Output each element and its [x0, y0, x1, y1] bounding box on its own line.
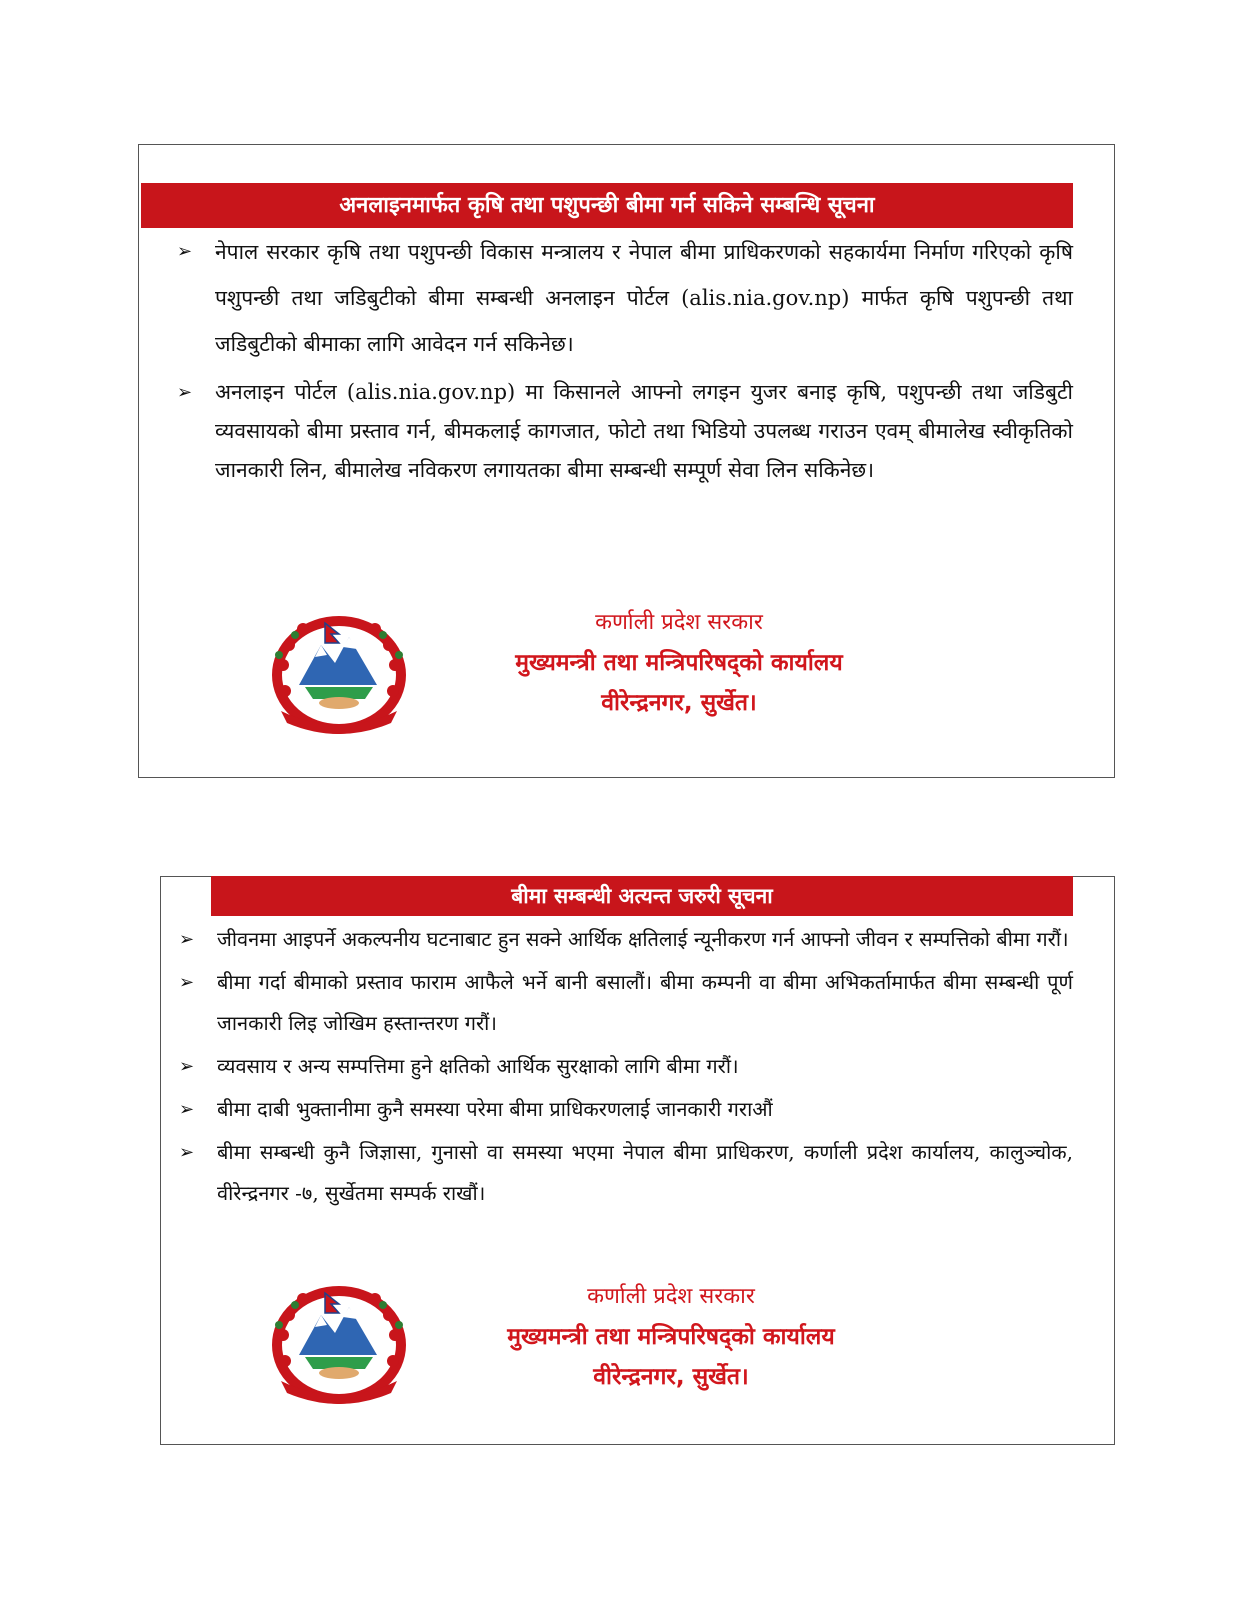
arrow-bullet-icon: ➢	[179, 1142, 195, 1163]
issuer-government: कर्णाली प्रदेश सरकार	[587, 1284, 755, 1309]
list-item	[179, 1089, 1073, 1130]
bullet-text: नेपाल सरकार कृषि तथा पशुपन्छी विकास मन्त्रालय र नेपाल बीमा प्राधिकरणको सहकार्यमा निर्माण गरिएको कृषि पशुपन्छी तथा जडिबुटीको बीमा सम्बन्धी अनलाइन पोर्टल (alis.nia.gov.np) मार्फत कृषि पशुपन्छी तथा जडिबुटीको बीमाका लागि आवेदन गर्न सकिनेछ।	[215, 240, 1073, 356]
bullet-text: जीवनमा आइपर्ने अकल्पनीय घटनाबाट हुन सक्ने आर्थिक क्षतिलाई न्यूनीकरण गर्न आफ्नो जीवन र सम्पत्तिको बीमा गरौं।	[217, 927, 1069, 951]
nepal-coat-of-arms-icon	[269, 1285, 409, 1405]
issuer-block	[431, 1277, 911, 1397]
bullet-text: अनलाइन पोर्टल (alis.nia.gov.np) मा किसानले आफ्नो लगइन युजर बनाइ कृषि, पशुपन्छी तथा जडिबुटी व्यवसायको बीमा प्रस्ताव गर्न, बीमकलाई कागजात, फोटो तथा भिडियो उपलब्ध गराउन एवम् बीमालेख स्वीकृतिको जानकारी लिन, बीमालेख नविकरण लगायतका बीमा सम्बन्धी सम्पूर्ण सेवा लिन सकिनेछ।	[215, 380, 1073, 482]
arrow-bullet-icon: ➢	[179, 972, 195, 993]
arrow-bullet-icon: ➢	[179, 1099, 195, 1120]
list-item	[177, 373, 1073, 490]
arrow-bullet-icon: ➢	[179, 1056, 195, 1077]
notice-title-banner: बीमा सम्बन्धी अत्यन्त जरुरी सूचना	[211, 876, 1073, 916]
issuer-office: मुख्यमन्त्री तथा मन्त्रिपरिषद्को कार्यालय	[507, 1324, 835, 1350]
bullet-text: व्यवसाय र अन्य सम्पत्तिमा हुने क्षतिको आर्थिक सुरक्षाको लागि बीमा गरौं।	[217, 1054, 739, 1078]
arrow-bullet-icon: ➢	[177, 382, 193, 403]
issuer-place: वीरेन्द्रनगर, सुर्खेत।	[593, 1364, 749, 1390]
list-item	[179, 962, 1073, 1044]
notice-card-online-insurance	[138, 144, 1115, 778]
notice-card-insurance-urgent	[160, 876, 1115, 1445]
list-item	[179, 1046, 1073, 1087]
nepal-coat-of-arms-icon	[269, 615, 409, 735]
bullet-text: बीमा गर्दा बीमाको प्रस्ताव फाराम आफैले भर्ने बानी बसालौं। बीमा कम्पनी वा बीमा अभिकर्तामार्फत बीमा सम्बन्धी पूर्ण जानकारी लिइ जोखिम हस्तान्तरण गरौं।	[217, 970, 1073, 1035]
list-item	[179, 919, 1073, 960]
notice-bullet-list	[177, 229, 1073, 490]
issuer-block	[439, 603, 919, 723]
issuer-government: कर्णाली प्रदेश सरकार	[595, 610, 763, 635]
bullet-text: बीमा सम्बन्धी कुनै जिज्ञासा, गुनासो वा समस्या भएमा नेपाल बीमा प्राधिकरण, कर्णाली प्रदेश कार्यालय, कालुञ्चोक, वीरेन्द्रनगर -७, सुर्खेतमा सम्पर्क राखौं।	[217, 1140, 1073, 1205]
notice-bullet-list	[179, 917, 1073, 1214]
issuer-place: वीरेन्द्रनगर, सुर्खेत।	[601, 690, 757, 716]
notice-title-banner: अनलाइनमार्फत कृषि तथा पशुपन्छी बीमा गर्न सकिने सम्बन्धि सूचना	[141, 183, 1073, 228]
arrow-bullet-icon: ➢	[179, 929, 195, 950]
list-item	[179, 1132, 1073, 1214]
issuer-office: मुख्यमन्त्री तथा मन्त्रिपरिषद्को कार्यालय	[515, 650, 843, 676]
list-item	[177, 229, 1073, 367]
arrow-bullet-icon: ➢	[177, 241, 193, 262]
bullet-text: बीमा दाबी भुक्तानीमा कुनै समस्या परेमा बीमा प्राधिकरणलाई जानकारी गराऔं	[217, 1097, 773, 1121]
